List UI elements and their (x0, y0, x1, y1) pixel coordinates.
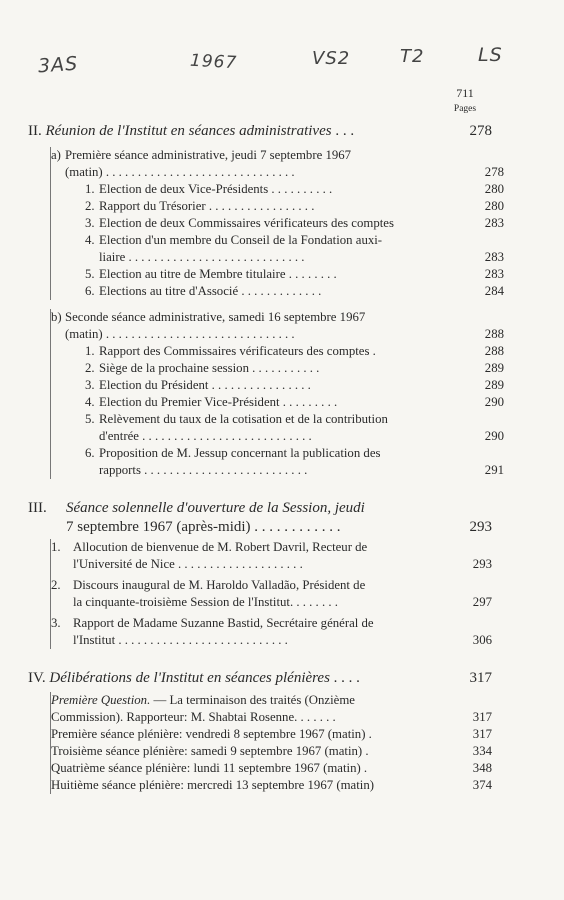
toc-entry (51, 726, 492, 743)
toc-entry (85, 232, 504, 266)
entry-text: Troisième séance plénière: samedi 9 septembre 1967 (matin) . (51, 744, 369, 758)
section-title: Délibérations de l'Institut en séances plénières (49, 670, 330, 686)
toc-line: Seconde séance administrative, samedi 16 septembre 1967 (65, 310, 366, 324)
subgroup-page: 278 (484, 165, 504, 179)
toc-entry (85, 360, 504, 377)
entry-text: Rapport des Commissaires vérificateurs des comptes . (99, 344, 376, 358)
entry-page: 374 (472, 778, 492, 792)
subgroup-a (50, 147, 504, 300)
entry-page: 280 (484, 182, 504, 196)
toc-entry (51, 539, 492, 573)
toc-entry (51, 760, 492, 777)
section-heading (28, 499, 492, 537)
section-page: 278 (469, 123, 492, 139)
question-text: — La terminaison des traités (Onzième (150, 693, 355, 707)
entry-text: la cinquante-troisième Session de l'Institut. . . . . . . . (73, 595, 338, 609)
entry-text: Première séance plénière: vendredi 8 septembre 1967 (matin) . (51, 727, 372, 741)
subgroup-b (50, 309, 504, 479)
entry-page: 317 (472, 727, 492, 741)
toc-entry (85, 445, 504, 479)
question-page: 317 (472, 710, 492, 724)
entry-text: Election du Premier Vice-Président . . . . . . . . . (99, 395, 338, 409)
section-items (50, 539, 492, 649)
section-title: Réunion de l'Institut en séances administratives (45, 123, 332, 139)
toc-section-iii (28, 499, 492, 649)
entry-text: Elections au titre d'Associé . . . . . . . . . . . . . (99, 284, 322, 298)
entry-page: 289 (484, 361, 504, 375)
handwriting-3: VS2 (312, 48, 351, 69)
toc-entry (51, 615, 492, 649)
toc-entry (85, 343, 504, 360)
handwriting-5: LS (478, 44, 503, 66)
entry-page: 280 (484, 199, 504, 213)
subgroup-heading (51, 309, 504, 343)
toc-line: (matin) . . . . . . . . . . . . . . . . . . . . . . . . . . . . . . (65, 165, 295, 179)
entry-text: Rapport de Madame Suzanne Bastid, Secrétaire général de (73, 616, 374, 630)
entry-number: 3. (85, 216, 95, 230)
entry-number: 1. (85, 182, 95, 196)
toc-entry (85, 411, 504, 445)
entry-text: Siège de la prochaine session . . . . . . . . . . . (99, 361, 320, 375)
entry-text: Discours inaugural de M. Haroldo Valladão, Président de (73, 578, 366, 592)
entry-text: Rapport du Trésorier . . . . . . . . . . . . . . . . . (99, 199, 315, 213)
section-items (50, 692, 492, 794)
toc-entry (51, 577, 492, 611)
section-heading (28, 122, 492, 141)
handwriting-2: 1967 (189, 50, 238, 74)
toc-entry (51, 743, 492, 760)
entry-text: d'entrée . . . . . . . . . . . . . . . . . . . . . . . . . . . (99, 429, 312, 443)
entry-number: 2. (85, 361, 95, 375)
entry-text: Allocution de bienvenue de M. Robert Davril, Recteur de (73, 540, 368, 554)
handwriting-4: T2 (400, 46, 425, 67)
page-number: 711 (456, 86, 474, 100)
toc-entry (85, 215, 504, 232)
toc-entry (85, 377, 504, 394)
leader-dots: . . . . (329, 670, 360, 686)
entry-page: 284 (484, 284, 504, 298)
table-of-contents (28, 122, 504, 810)
section-roman: II. (28, 123, 42, 139)
toc-entry (85, 266, 504, 283)
entry-number: 3. (51, 616, 61, 630)
section-roman: IV. (28, 670, 46, 686)
entry-text: l'Institut . . . . . . . . . . . . . . . . . . . . . . . . . . . (73, 633, 288, 647)
question-label: Première Question. (51, 693, 151, 707)
entry-text: Election d'un membre du Conseil de la Fondation auxi- (99, 233, 383, 247)
toc-entry (85, 181, 504, 198)
handwriting-1: 3AS (37, 52, 79, 78)
entry-text: l'Université de Nice . . . . . . . . . . . . . . . . . . . . (73, 557, 303, 571)
toc-entry (85, 283, 504, 300)
toc-entry (85, 394, 504, 411)
entry-text: Relèvement du taux de la cotisation et de la contribution (99, 412, 388, 426)
entry-number: 1. (51, 540, 61, 554)
entry-text: Election de deux Vice-Présidents . . . . . . . . . . (99, 182, 333, 196)
entry-number: 1. (85, 344, 95, 358)
question-text: Commission). Rapporteur: M. Shabtai Rosenne. . . . . . . (51, 710, 336, 724)
section-title: Séance solennelle d'ouverture de la Session, jeudi (66, 500, 365, 516)
entry-page: 291 (484, 463, 504, 477)
section-page: 317 (469, 670, 492, 686)
entry-page: 293 (472, 557, 492, 571)
entry-page: 289 (484, 378, 504, 392)
entry-number: 5. (85, 412, 95, 426)
entry-text: Election au titre de Membre titulaire . . . . . . . . (99, 267, 337, 281)
entry-page: 288 (484, 344, 504, 358)
entry-page: 306 (472, 633, 492, 647)
toc-entry (51, 777, 492, 794)
entry-number: 4. (85, 233, 95, 247)
entry-number: 4. (85, 395, 95, 409)
entry-page: 297 (472, 595, 492, 609)
subgroup-page: 288 (484, 327, 504, 341)
entry-page: 290 (484, 395, 504, 409)
subgroup-marker: b) (51, 310, 62, 324)
entry-page: 334 (472, 744, 492, 758)
section-title: 7 septembre 1967 (après-midi) . . . . . . . . . . . . (66, 519, 341, 535)
entry-number: 5. (85, 267, 95, 281)
subgroup-heading (51, 147, 504, 181)
subgroup-marker: a) (51, 148, 61, 162)
toc-section-iv (28, 669, 492, 794)
entry-page: 283 (484, 216, 504, 230)
question-entry (51, 692, 492, 726)
section-roman: III. (28, 500, 47, 516)
entry-text: Election du Président . . . . . . . . . . . . . . . . (99, 378, 311, 392)
entry-text: Proposition de M. Jessup concernant la publication des (99, 446, 381, 460)
toc-line: (matin) . . . . . . . . . . . . . . . . . . . . . . . . . . . . . . (65, 327, 295, 341)
entry-page: 348 (472, 761, 492, 775)
leader-dots: . . . (331, 123, 355, 139)
entry-number: 2. (51, 578, 61, 592)
section-heading (28, 669, 492, 688)
entry-text: rapports . . . . . . . . . . . . . . . . . . . . . . . . . . (99, 463, 308, 477)
entry-number: 6. (85, 284, 95, 298)
entry-text: Quatrième séance plénière: lundi 11 septembre 1967 (matin) . (51, 761, 368, 775)
toc-entry (85, 198, 504, 215)
entry-text: liaire . . . . . . . . . . . . . . . . . . . . . . . . . . . . (99, 250, 305, 264)
entry-text: Huitième séance plénière: mercredi 13 septembre 1967 (matin) (51, 778, 374, 792)
entry-number: 6. (85, 446, 95, 460)
entry-page: 290 (484, 429, 504, 443)
entry-number: 2. (85, 199, 95, 213)
entry-page: 283 (484, 267, 504, 281)
entry-number: 3. (85, 378, 95, 392)
toc-line: Première séance administrative, jeudi 7 septembre 1967 (65, 148, 352, 162)
entry-text: Election de deux Commissaires vérificateurs des comptes (99, 216, 394, 230)
entry-page: 283 (484, 250, 504, 264)
section-page: 293 (469, 519, 492, 535)
toc-section-ii (28, 122, 504, 479)
pages-column-label: Pages (453, 104, 477, 114)
handwritten-annotations (0, 44, 564, 88)
